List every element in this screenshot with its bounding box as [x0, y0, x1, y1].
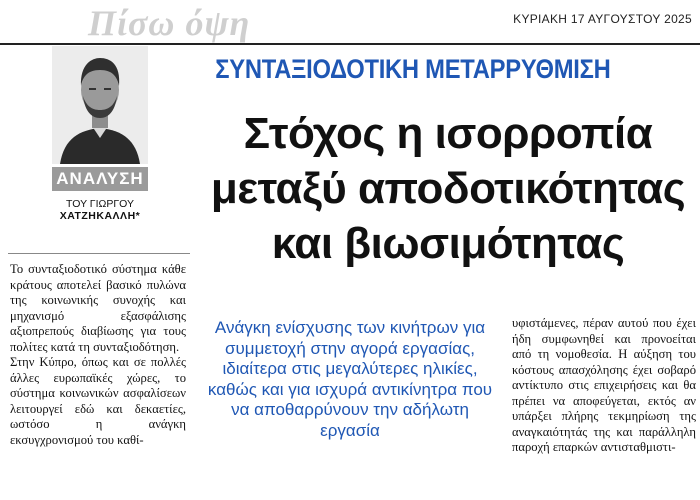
author-portrait-icon — [52, 46, 148, 164]
byline-divider — [8, 253, 190, 254]
byline — [20, 198, 180, 222]
article-kicker: ΣΥΝΤΑΞΙΟΔΟΤΙΚΗ ΜΕΤΑΡΡΥΘΜΙΣΗ — [215, 54, 611, 84]
pull-quote: Ανάγκη ενίσχυσης των κινήτρων για συμμετοχή στην αγορά εργασίας, ιδιαίτερα στις μεγαλύτερες ηλικίες, καθώς και για ισχυρά αντικίνητρα που να αποθαρρύνουν την αδήλωτη εργασία — [207, 318, 493, 440]
byline-prefix: ΤΟΥ ΓΙΩΡΓΟΥ — [66, 198, 134, 210]
article-headline — [198, 106, 698, 271]
body-column-left — [10, 262, 186, 500]
headline-line: μεταξύ αποδοτικότητας — [210, 164, 686, 213]
category-label: ΑΝΑΛΥΣΗ — [52, 167, 148, 191]
author-photo — [52, 46, 148, 164]
headline-line: και βιωσιμότητας — [271, 219, 625, 268]
section-name: Πίσω όψη — [88, 3, 251, 43]
byline-name: ΧΑΤΖΗΚΑΛΛΗ* — [59, 210, 141, 222]
body-paragraph: Το συνταξιοδοτικό σύστημα κάθε κράτους αποτελεί βασικό πυλώνα της κοινωνικής συνοχής και μηχανισμό εξασφάλισης αξιοπρεπούς διαβίωσης για τους πολίτες κατά τη συνταξιοδότηση. — [10, 262, 186, 354]
body-column-right: υφιστάμενες, πέραν αυτού που έχει ήδη συμφωνηθεί και προνοείται από τη νομοθεσία. Η αύξηση του κόστους απασχόλησης έχει σοβαρό αντίκτυπο στις επιχειρήσεις και θα πρέπει να αποφεύγεται, εκτός αν υπάρξει πλήρης τεκμηρίωση της αναγκαιότητάς της και παράλληλη παροχή επαρκών αντισταθμιστι- — [512, 316, 696, 454]
issue-date: ΚΥΡΙΑΚΗ 17 ΑΥΓΟΥΣΤΟΥ 2025 — [513, 12, 692, 26]
body-paragraph: Στην Κύπρο, όπως και σε πολλές άλλες ευρωπαϊκές χώρες, το σύστημα κοινωνικών ασφαλίσεων λειτουργεί εδώ και δεκαετίες, ωστόσο η ανάγκη εκσυγχρονισμού του καθί- — [10, 355, 186, 447]
masthead-rule — [0, 43, 700, 45]
headline-line: Στόχος η ισορροπία — [243, 109, 653, 158]
masthead — [0, 0, 700, 44]
